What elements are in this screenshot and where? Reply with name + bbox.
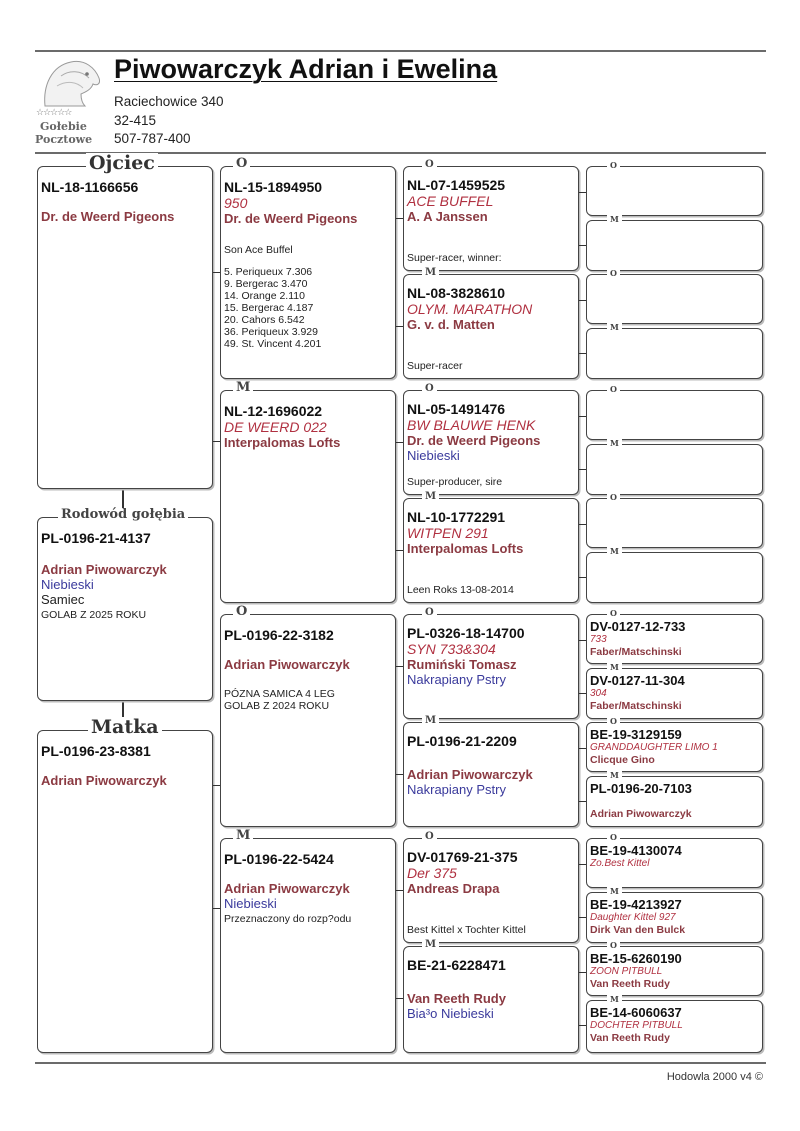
connector <box>579 300 586 301</box>
connector <box>396 998 403 999</box>
father-card[interactable] <box>37 152 213 489</box>
result-item: 5. Periqueux 7.306 <box>224 266 313 278</box>
connector <box>579 245 586 246</box>
connector <box>579 524 586 525</box>
pigeon-head-icon <box>41 56 103 108</box>
sex-legend: O <box>422 384 437 394</box>
father-legend: Ojciec <box>86 153 158 173</box>
sex-legend: M <box>607 663 622 671</box>
connector <box>579 1025 586 1026</box>
connector <box>396 326 403 327</box>
gen4-card-3[interactable] <box>586 268 763 324</box>
owner: Dr. de Weerd Pigeons <box>41 209 175 224</box>
sex-legend: O <box>422 832 437 842</box>
note: GOLAB Z 2024 ROKU <box>224 700 330 712</box>
sex-legend: O <box>607 161 620 169</box>
sex-legend: M <box>607 439 622 447</box>
ring-number: NL-18-1166656 <box>41 179 139 195</box>
result-item: 14. Orange 2.110 <box>224 290 305 302</box>
connector <box>579 640 586 641</box>
ring-number: BE-19-4213927 <box>590 897 682 912</box>
color: Bia³o Niebieski <box>407 1006 494 1021</box>
ring-number: PL-0196-22-5424 <box>224 851 334 867</box>
owner: Adrian Piwowarczyk <box>41 562 167 577</box>
result-item: 9. Bergerac 3.470 <box>224 278 308 290</box>
connector <box>213 441 220 442</box>
pigeon-name: Daughter Kittel 927 <box>590 912 676 923</box>
gen4-card-15[interactable] <box>586 940 763 996</box>
ring-number: BE-19-3129159 <box>590 727 682 742</box>
owner: Adrian Piwowarczyk <box>590 808 692 820</box>
gen4-card-11[interactable] <box>586 716 763 772</box>
paternal-grandsire-card[interactable] <box>220 156 396 379</box>
ring-number: PL-0196-22-3182 <box>224 627 334 643</box>
owner: Adrian Piwowarczyk <box>41 773 167 788</box>
subject-card[interactable] <box>37 507 213 701</box>
connector <box>579 693 586 694</box>
ring-number: NL-05-1491476 <box>407 401 506 417</box>
color: Niebieski <box>407 448 460 463</box>
result-item: 36. Periqueux 3.929 <box>224 326 318 338</box>
gen4-card-2[interactable] <box>586 214 763 271</box>
sex-legend: M <box>607 215 622 223</box>
sex-legend: O <box>607 269 620 277</box>
sex-legend: M <box>233 381 253 395</box>
phone: 507-787-400 <box>114 131 191 146</box>
logo-text-line2: Pocztowe <box>35 133 93 146</box>
gen3-card-5[interactable] <box>403 607 579 719</box>
owner: Adrian Piwowarczyk <box>224 657 350 672</box>
owner: Clicque Gino <box>590 754 655 766</box>
ring-number: NL-12-1696022 <box>224 403 323 419</box>
gen3-card-8[interactable] <box>403 939 579 1053</box>
ring-number: PL-0326-18-14700 <box>407 625 525 641</box>
sex-legend: M <box>607 547 622 555</box>
gen4-card-1[interactable] <box>586 160 763 216</box>
connector <box>579 353 586 354</box>
mother-card[interactable] <box>37 716 213 1053</box>
sex-legend: O <box>422 160 437 170</box>
connector <box>579 864 586 865</box>
connector <box>579 469 586 470</box>
owner: Dr. de Weerd Pigeons <box>224 211 358 226</box>
connector <box>579 917 586 918</box>
owner: Faber/Matschinski <box>590 646 682 658</box>
sex-legend: O <box>422 608 437 618</box>
gen3-card-7[interactable] <box>403 831 579 943</box>
owner: Rumiński Tomasz <box>407 657 517 672</box>
ring-number: NL-07-1459525 <box>407 177 506 193</box>
connector <box>396 666 403 667</box>
connector <box>213 785 220 786</box>
connector <box>579 192 586 193</box>
top-rule <box>35 50 766 52</box>
sex-legend: O <box>233 157 250 171</box>
ring-number: DV-0127-12-733 <box>590 619 686 634</box>
result-item: 20. Cahors 6.542 <box>224 314 305 326</box>
maternal-grandsire-card[interactable] <box>220 604 396 827</box>
connector <box>396 218 403 219</box>
sex-legend: O <box>607 493 620 501</box>
ring-number: BE-14-6060637 <box>590 1005 682 1020</box>
sex-legend: M <box>422 492 439 502</box>
gen4-card-7[interactable] <box>586 492 763 548</box>
color: Nakrapiany Pstry <box>407 672 506 687</box>
owner: Faber/Matschinski <box>590 700 682 712</box>
connector <box>213 272 220 273</box>
sex-legend: O <box>607 717 620 725</box>
gen4-card-14[interactable] <box>586 886 763 943</box>
note: Super-producer, sire <box>407 476 503 488</box>
subject-legend: Rodowód gołębia <box>58 508 188 522</box>
pigeon-name: 950 <box>224 195 248 211</box>
sex-legend: M <box>422 716 439 726</box>
ring-number: PL-0196-21-2209 <box>407 733 517 749</box>
gen4-card-12[interactable] <box>586 770 763 827</box>
sex-legend: O <box>607 609 620 617</box>
logo-text-line1: Gołebie <box>40 120 87 133</box>
result-item: 49. St. Vincent 4.201 <box>224 338 322 350</box>
connector <box>396 890 403 891</box>
gen3-card-1[interactable] <box>403 159 579 271</box>
connector <box>396 550 403 551</box>
stars-icon: ☆☆☆☆☆ <box>36 108 72 118</box>
sex-legend: M <box>607 323 622 331</box>
note: Super-racer <box>407 360 463 372</box>
gen3-card-3[interactable] <box>403 383 579 495</box>
sex: Samiec <box>41 592 85 607</box>
note: PÓZNA SAMICA 4 LEG <box>224 688 335 700</box>
owner: Dr. de Weerd Pigeons <box>407 433 541 448</box>
sex-legend: O <box>233 605 250 619</box>
sex-legend: M <box>607 995 622 1003</box>
connector <box>213 908 220 909</box>
note: Leen Roks 13-08-2014 <box>407 584 514 596</box>
connector <box>396 442 403 443</box>
owner: Interpalomas Lofts <box>224 435 341 450</box>
gen4-card-6[interactable] <box>586 438 763 495</box>
pigeon-name: Der 375 <box>407 865 457 881</box>
pigeon-name: GRANDDAUGHTER LIMO 1 <box>590 742 718 753</box>
sex-legend: M <box>607 887 622 895</box>
gen4-card-4[interactable] <box>586 322 763 379</box>
ring-number: PL-0196-20-7103 <box>590 781 692 796</box>
gen4-card-16[interactable] <box>586 994 763 1053</box>
ring-number: BE-19-4130074 <box>590 843 682 858</box>
ring-number: PL-0196-23-8381 <box>41 743 151 759</box>
ring-number: BE-15-6260190 <box>590 951 682 966</box>
sex-legend: M <box>233 829 253 843</box>
owner: Interpalomas Lofts <box>407 541 524 556</box>
connector <box>579 416 586 417</box>
gen4-card-13[interactable] <box>586 832 763 888</box>
connector <box>579 801 586 802</box>
breeder-title: Piwowarczyk Adrian i Ewelina <box>114 54 498 84</box>
ring-number: NL-08-3828610 <box>407 285 506 301</box>
address-line1: Raciechowice 340 <box>114 94 224 109</box>
gen4-card-9[interactable] <box>586 608 763 664</box>
connector <box>579 972 586 973</box>
gen4-card-10[interactable] <box>586 662 763 719</box>
color: Niebieski <box>41 577 94 592</box>
pigeon-name: ZOON PITBULL <box>590 966 663 977</box>
connector <box>579 748 586 749</box>
note: Son Ace Buffel <box>224 244 293 256</box>
sex-legend: O <box>607 833 620 841</box>
pigeon-name: OLYM. MARATHON <box>407 301 533 317</box>
pigeon-name: DE WEERD 022 <box>224 419 327 435</box>
gen4-card-8[interactable] <box>586 546 763 603</box>
owner: Van Reeth Rudy <box>590 1032 670 1044</box>
footer-rule <box>35 1062 766 1064</box>
pigeon-name: BW BLAUWE HENK <box>407 417 536 433</box>
owner: A. A Janssen <box>407 209 488 224</box>
connector <box>396 774 403 775</box>
note: Przeznaczony do rozp?odu <box>224 913 352 925</box>
owner: Dirk Van den Bulck <box>590 924 686 936</box>
ring-number: NL-15-1894950 <box>224 179 323 195</box>
ring-number: PL-0196-21-4137 <box>41 530 151 546</box>
color: Nakrapiany Pstry <box>407 782 506 797</box>
logo <box>35 56 107 148</box>
owner: Van Reeth Rudy <box>590 978 670 990</box>
pigeon-name: 733 <box>590 634 607 645</box>
note: GOLAB Z 2025 ROKU <box>41 609 147 621</box>
pigeon-name: SYN 733&304 <box>407 641 496 657</box>
mother-legend: Matka <box>88 717 162 737</box>
note: Best Kittel x Tochter Kittel <box>407 924 526 936</box>
owner: G. v. d. Matten <box>407 317 495 332</box>
owner: Adrian Piwowarczyk <box>407 767 533 782</box>
ring-number: DV-01769-21-375 <box>407 849 518 865</box>
sex-legend: M <box>607 771 622 779</box>
owner: Adrian Piwowarczyk <box>224 881 350 896</box>
color: Niebieski <box>224 896 277 911</box>
connector <box>579 577 586 578</box>
pigeon-name: 304 <box>590 688 607 699</box>
gen4-card-5[interactable] <box>586 384 763 440</box>
paternal-granddam-card[interactable] <box>220 380 396 603</box>
owner: Andreas Drapa <box>407 881 500 896</box>
sex-legend: O <box>607 941 620 949</box>
pigeon-name: DOCHTER PITBULL <box>590 1020 683 1031</box>
address-line2: 32-415 <box>114 113 157 128</box>
sex-legend: M <box>422 268 439 278</box>
ring-number: NL-10-1772291 <box>407 509 506 525</box>
ring-number: BE-21-6228471 <box>407 957 506 973</box>
note: Super-racer, winner: <box>407 252 502 264</box>
result-item: 15. Bergerac 4.187 <box>224 302 314 314</box>
owner: Van Reeth Rudy <box>407 991 506 1006</box>
pigeon-name: WITPEN 291 <box>407 525 489 541</box>
sex-legend: O <box>607 385 620 393</box>
gen3-card-6[interactable] <box>403 715 579 827</box>
pigeon-name: Zo.Best Kittel <box>590 858 650 869</box>
gen3-card-4[interactable] <box>403 491 579 603</box>
maternal-granddam-card[interactable] <box>220 828 396 1053</box>
sex-legend: M <box>422 940 439 950</box>
results-list <box>224 266 392 350</box>
pigeon-name: ACE BUFFEL <box>407 193 494 209</box>
gen3-card-2[interactable] <box>403 267 579 379</box>
ring-number: DV-0127-11-304 <box>590 673 685 688</box>
footer-credit: Hodowla 2000 v4 © <box>666 1071 763 1083</box>
